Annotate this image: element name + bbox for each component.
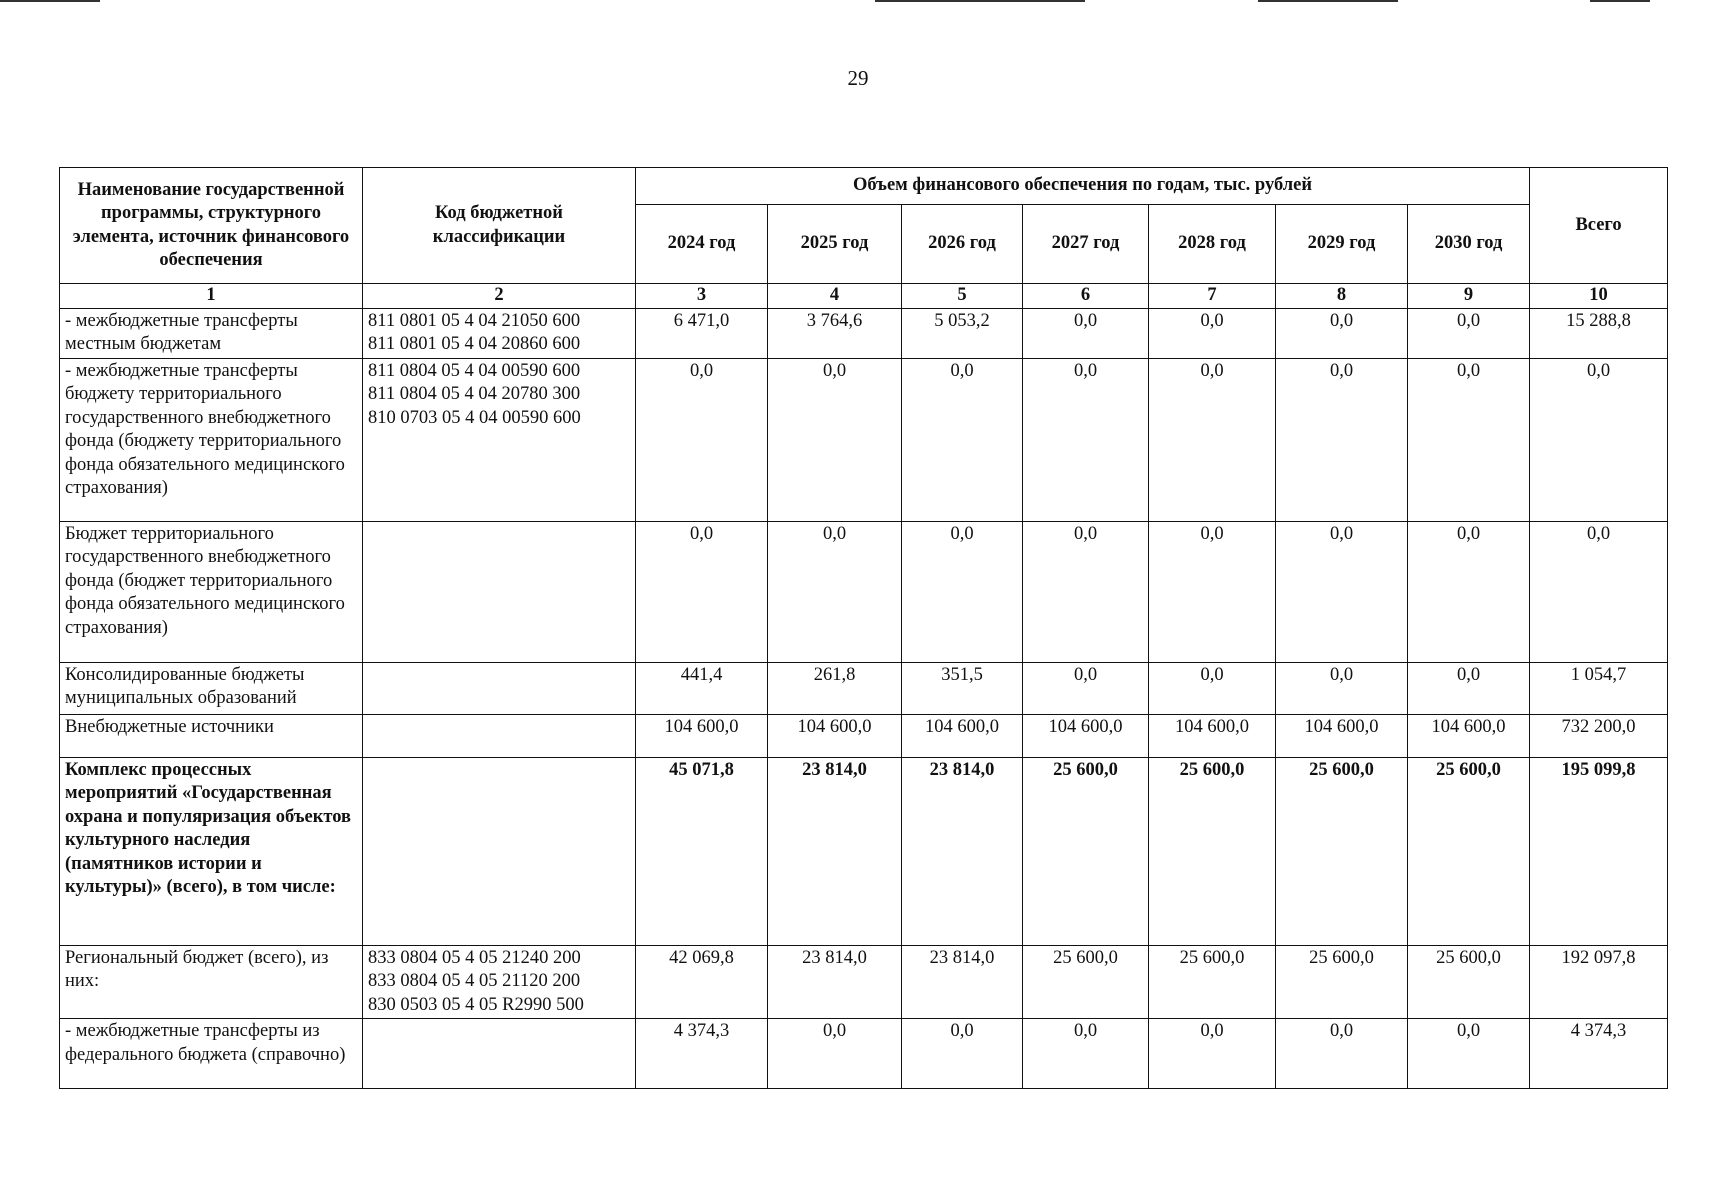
column-number: 2 — [363, 284, 636, 309]
row-value: 0,0 — [768, 1019, 902, 1089]
table-row — [60, 521, 1668, 662]
financing-table — [59, 167, 1668, 1089]
row-total: 0,0 — [1530, 358, 1668, 521]
row-total: 15 288,8 — [1530, 308, 1668, 358]
header-name: Наименование государственной программы, структурного элемента, источник финансового обеспечения — [60, 168, 363, 284]
row-name: - межбюджетные трансферты местным бюджетам — [60, 308, 363, 358]
row-value: 0,0 — [1408, 358, 1530, 521]
row-value: 25 600,0 — [1408, 757, 1530, 945]
row-value: 25 600,0 — [1276, 757, 1408, 945]
row-value: 0,0 — [1023, 358, 1149, 521]
row-value: 0,0 — [1023, 521, 1149, 662]
row-code — [363, 757, 636, 945]
row-value: 23 814,0 — [768, 945, 902, 1019]
row-value: 104 600,0 — [1149, 714, 1276, 757]
column-number: 10 — [1530, 284, 1668, 309]
row-name: Консолидированные бюджеты муниципальных образований — [60, 662, 363, 714]
row-value: 0,0 — [1408, 1019, 1530, 1089]
row-value: 0,0 — [1408, 662, 1530, 714]
header-code: Код бюджетной классификации — [363, 168, 636, 284]
column-number: 9 — [1408, 284, 1530, 309]
column-number: 8 — [1276, 284, 1408, 309]
row-value: 25 600,0 — [1023, 945, 1149, 1019]
row-total: 195 099,8 — [1530, 757, 1668, 945]
table-row — [60, 757, 1668, 945]
column-number: 5 — [902, 284, 1023, 309]
header-year: 2026 год — [902, 205, 1023, 284]
column-number: 7 — [1149, 284, 1276, 309]
row-total: 0,0 — [1530, 521, 1668, 662]
header-year: 2030 год — [1408, 205, 1530, 284]
row-value: 0,0 — [1023, 662, 1149, 714]
scan-edge-line — [1590, 0, 1650, 2]
scan-edge-line — [1258, 0, 1398, 2]
row-value: 104 600,0 — [1023, 714, 1149, 757]
row-value: 6 471,0 — [636, 308, 768, 358]
column-number-row — [60, 284, 1668, 309]
row-value: 0,0 — [902, 358, 1023, 521]
row-code — [363, 521, 636, 662]
header-year: 2027 год — [1023, 205, 1149, 284]
row-value: 0,0 — [1276, 358, 1408, 521]
table-row — [60, 308, 1668, 358]
row-value: 0,0 — [1276, 308, 1408, 358]
row-code: 811 0804 05 4 04 00590 600 811 0804 05 4 04 20780 300 810 0703 05 4 04 00590 600 — [363, 358, 636, 521]
row-value: 45 071,8 — [636, 757, 768, 945]
scan-edge-line — [875, 0, 1085, 2]
row-value: 104 600,0 — [768, 714, 902, 757]
page-number: 29 — [847, 66, 869, 90]
row-value: 0,0 — [768, 521, 902, 662]
row-total: 1 054,7 — [1530, 662, 1668, 714]
row-name: Региональный бюджет (всего), из них: — [60, 945, 363, 1019]
row-name: - межбюджетные трансферты бюджету территориального государственного внебюджетного фонда (бюджету территориального фонда обязательного медицинского страхования) — [60, 358, 363, 521]
row-value: 0,0 — [1276, 521, 1408, 662]
row-value: 0,0 — [1276, 1019, 1408, 1089]
row-value: 104 600,0 — [636, 714, 768, 757]
row-code — [363, 714, 636, 757]
row-value: 5 053,2 — [902, 308, 1023, 358]
row-value: 23 814,0 — [768, 757, 902, 945]
header-year: 2029 год — [1276, 205, 1408, 284]
row-value: 0,0 — [1149, 358, 1276, 521]
table-row — [60, 662, 1668, 714]
row-value: 0,0 — [902, 521, 1023, 662]
row-code: 811 0801 05 4 04 21050 600 811 0801 05 4 04 20860 600 — [363, 308, 636, 358]
row-value: 3 764,6 — [768, 308, 902, 358]
row-code: 833 0804 05 4 05 21240 200 833 0804 05 4 05 21120 200 830 0503 05 4 05 R2990 500 — [363, 945, 636, 1019]
table-row — [60, 714, 1668, 757]
row-value: 23 814,0 — [902, 757, 1023, 945]
row-name: Комплекс процессных мероприятий «Государственная охрана и популяризация объектов культурного наследия (памятников истории и культуры)» (всего), в том числе: — [60, 757, 363, 945]
row-value: 0,0 — [1023, 1019, 1149, 1089]
row-total: 192 097,8 — [1530, 945, 1668, 1019]
row-value: 0,0 — [1023, 308, 1149, 358]
row-value: 23 814,0 — [902, 945, 1023, 1019]
row-value: 351,5 — [902, 662, 1023, 714]
header-total: Всего — [1530, 168, 1668, 284]
row-value: 0,0 — [768, 358, 902, 521]
row-name: Внебюджетные источники — [60, 714, 363, 757]
column-number: 3 — [636, 284, 768, 309]
row-value: 0,0 — [1149, 662, 1276, 714]
header-year: 2028 год — [1149, 205, 1276, 284]
row-value: 25 600,0 — [1276, 945, 1408, 1019]
row-value: 0,0 — [1149, 308, 1276, 358]
table-row — [60, 1019, 1668, 1089]
table-row — [60, 358, 1668, 521]
row-value: 0,0 — [1149, 1019, 1276, 1089]
row-code — [363, 1019, 636, 1089]
column-number: 4 — [768, 284, 902, 309]
column-number: 6 — [1023, 284, 1149, 309]
row-value: 0,0 — [1408, 521, 1530, 662]
row-total: 732 200,0 — [1530, 714, 1668, 757]
row-name: Бюджет территориального государственного внебюджетного фонда (бюджет территориального фонда обязательного медицинского страхования) — [60, 521, 363, 662]
scan-edge-line — [0, 0, 100, 2]
row-value: 261,8 — [768, 662, 902, 714]
row-value: 104 600,0 — [902, 714, 1023, 757]
row-name: - межбюджетные трансферты из федерального бюджета (справочно) — [60, 1019, 363, 1089]
column-number: 1 — [60, 284, 363, 309]
header-volume: Объем финансового обеспечения по годам, тыс. рублей — [636, 168, 1530, 205]
row-value: 25 600,0 — [1408, 945, 1530, 1019]
row-value: 0,0 — [902, 1019, 1023, 1089]
row-value: 0,0 — [636, 358, 768, 521]
row-value: 441,4 — [636, 662, 768, 714]
row-code — [363, 662, 636, 714]
row-value: 42 069,8 — [636, 945, 768, 1019]
row-value: 0,0 — [636, 521, 768, 662]
header-year: 2024 год — [636, 205, 768, 284]
row-value: 0,0 — [1149, 521, 1276, 662]
row-value: 0,0 — [1276, 662, 1408, 714]
row-value: 0,0 — [1408, 308, 1530, 358]
row-value: 104 600,0 — [1408, 714, 1530, 757]
row-value: 25 600,0 — [1149, 757, 1276, 945]
row-value: 104 600,0 — [1276, 714, 1408, 757]
header-year: 2025 год — [768, 205, 902, 284]
table-row — [60, 945, 1668, 1019]
row-value: 25 600,0 — [1149, 945, 1276, 1019]
row-value: 4 374,3 — [636, 1019, 768, 1089]
row-value: 25 600,0 — [1023, 757, 1149, 945]
row-total: 4 374,3 — [1530, 1019, 1668, 1089]
